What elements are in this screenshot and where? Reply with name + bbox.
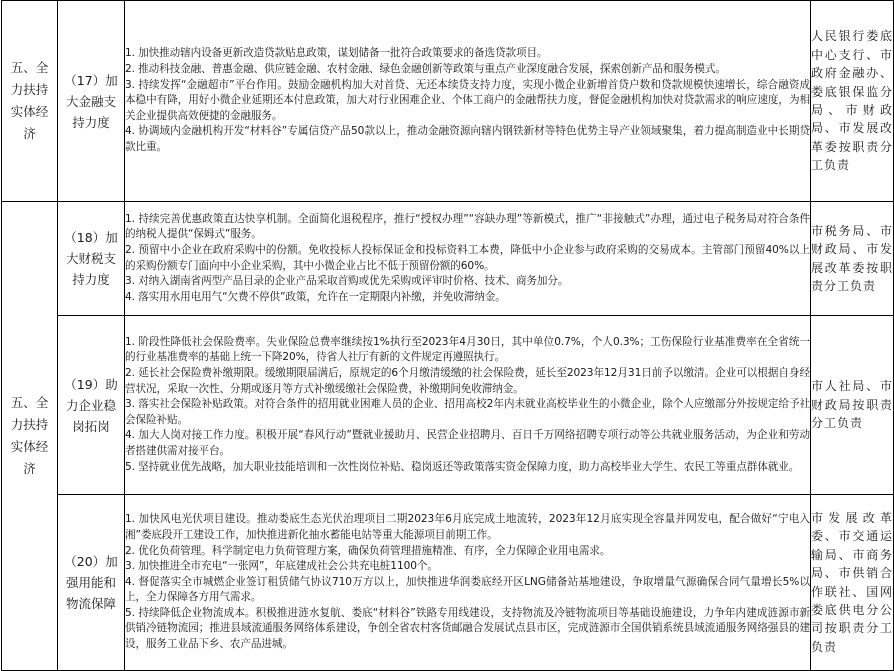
responsible-cell: 人民银行娄底中心支行、市政府金融办、娄底银保监分局、市财政局、市发展改革委按职责分工负责 [811, 1, 894, 202]
content-cell [125, 1, 811, 202]
list-item: 4. 落实用水用电用气“欠费不停供”政策，允许在一定期限内补缴，并免收滞纳金。 [125, 290, 506, 303]
content-cell [125, 495, 811, 671]
list-item: 3. 落实社会保险补贴政策。对符合条件的招用就业困难人员的企业、招用高校2年内未就业高校毕业生的小微企业，除个人应缴部分外按规定给予社会保险补贴。 [125, 398, 810, 426]
measure-cell: （19）助力企业稳岗拓岗 [58, 316, 125, 495]
table-row [2, 1, 894, 202]
table-row [2, 495, 894, 671]
list-item: 2. 推动科技金融、普惠金融、供应链金融、农村金融、绿色金融创新等政策与重点产业深度融合发展，探索创新产品和服务模式。 [125, 63, 726, 76]
responsible-cell: 市发展改革委、市交通运输局、市商务局、市供销合作联社、国网娄底供电分公司按职责分工负责 [811, 495, 894, 671]
category-cell: 五、全力扶持实体经济 [2, 202, 58, 671]
measure-cell: （17）加大金融支持力度 [58, 1, 125, 202]
list-item: 4. 协调域内金融机构开发“材料谷”专属信贷产品50款以上，推动金融资源向辖内钢铁新材等特色优势主导产业领域聚集，着力提高制造业中长期贷款比重。 [125, 125, 810, 153]
list-item: 1. 持续完善优惠政策直达快享机制。全面简化退税程序，推行“授权办理”“容缺办理”等新模式，推广“非接触式”办理，通过电子税务局对符合条件的纳税人提供“保姆式”服务。 [125, 212, 810, 241]
list-item: 1. 加快风电光伏项目建设。推动娄底生态光伏治理项目二期2023年6月底完成土地流转，2023年12月底实现全容量并网发电，配合做好“宁电入湘”娄底段开工建设工作，加快推进新化抽水蓄能电站等重大能源项目前期工作。 [125, 513, 810, 541]
list-item: 3. 对纳入湖南省两型产品目录的企业产品采取首购或优先采购或评审时价格、技术、商务加分。 [125, 275, 569, 288]
content-cell [125, 316, 811, 495]
list-item: 3. 加快推进全市充电“一张网”，年底建成社会公共充电桩1100个。 [125, 560, 438, 573]
list-item: 1. 加快推动辖内设备更新改造贷款贴息政策，谋划储备一批符合政策要求的备选贷款项目。 [125, 47, 548, 60]
measure-cell: （20）加强用能和物流保障 [58, 495, 125, 671]
category-cell: 五、全力扶持实体经济 [2, 1, 58, 202]
responsible-cell: 市税务局、市财政局、市发展改革委按职责分工负责 [811, 202, 894, 316]
list-item: 1. 阶段性降低社会保险费率。失业保险总费率继续按1%执行至2023年4月30日，其中单位0.7%，个人0.3%；工伤保险行业基准费率在全省统一的行业基准费率的基础上统一下降20%，待省人社厅有新的文件规定再遵照执行。 [125, 335, 810, 364]
policy-table [1, 0, 894, 671]
responsible-cell: 市人社局、市财政局按职责分工负责 [811, 316, 894, 495]
table-row [2, 316, 894, 495]
list-item: 2. 优化负荷管理。科学制定电力负荷管理方案，确保负荷管理措施精准、有序，全力保障企业用电需求。 [125, 544, 611, 557]
list-item: 3. 持续发挥“金融超市”平台作用。鼓励金融机构加大对首贷、无还本续贷支持力度，实现小微企业新增首贷户数和贷款规模快速增长，综合融资成本稳中有降，用好小微企业延期还本付息政策，加大对行业困难企业、个体工商户的金融帮扶力度，督促金融机构加快对贷款需求的响应速度，为相关企业提供高效便捷的金融服务。 [125, 78, 810, 122]
content-cell [125, 202, 811, 316]
table-row [2, 202, 894, 316]
list-item: 5. 坚持就业优先战略，加大职业技能培训和一次性岗位补贴、稳岗返还等政策落实资金保障力度，助力高校毕业大学生、农民工等重点群体就业。 [125, 460, 800, 473]
list-item: 4. 督促落实全市城燃企业签订租赁储气协议710万方以上，加快推进华润娄底经开区LNG储备站基地建设，争取增量气源确保合同气量增长5%以上，全力保障各方用气需求。 [125, 575, 810, 604]
list-item: 5. 持续降低企业物流成本。积极推进涟水复航、娄底“材料谷”铁路专用线建设，支持物流及冷链物流项目等基础设施建设，力争年内建成涟源市新供销冷链物流园；推进县域流通服务网络体系建设，争创全省农村客货邮融合发展试点县市区，完成涟源市全国供销系统县域流通服务网络强县的建设，服务工业品下乡、农产品进城。 [125, 606, 810, 651]
list-item: 4. 加大人岗对接工作力度。积极开展“春风行动”暨就业援助月、民营企业招聘月、百日千万网络招聘专项行动等公共就业服务活动，为企业和劳动者搭建供需对接平台。 [125, 429, 810, 457]
list-item: 2. 延长社会保险费补缴期限。缓缴期限届满后，原规定的6个月缴清缓缴的社会保险费，延长至2023年12月31日前予以缴清。企业可以根据自身经营状况，采取一次性、分期或逐月等方式补缴缓缴社会保险费，补缴期间免收滞纳金。 [125, 367, 810, 395]
list-item: 2. 预留中小企业在政府采购中的份额。免收投标人投标保证金和投标资料工本费，降低中小企业参与政府采购的交易成本。主管部门预留40%以上的采购份额专门面向中小企业采购，其中小微企业占比不低于预留份额的60%。 [125, 243, 810, 272]
measure-cell: （18）加大财税支持力度 [58, 202, 125, 316]
